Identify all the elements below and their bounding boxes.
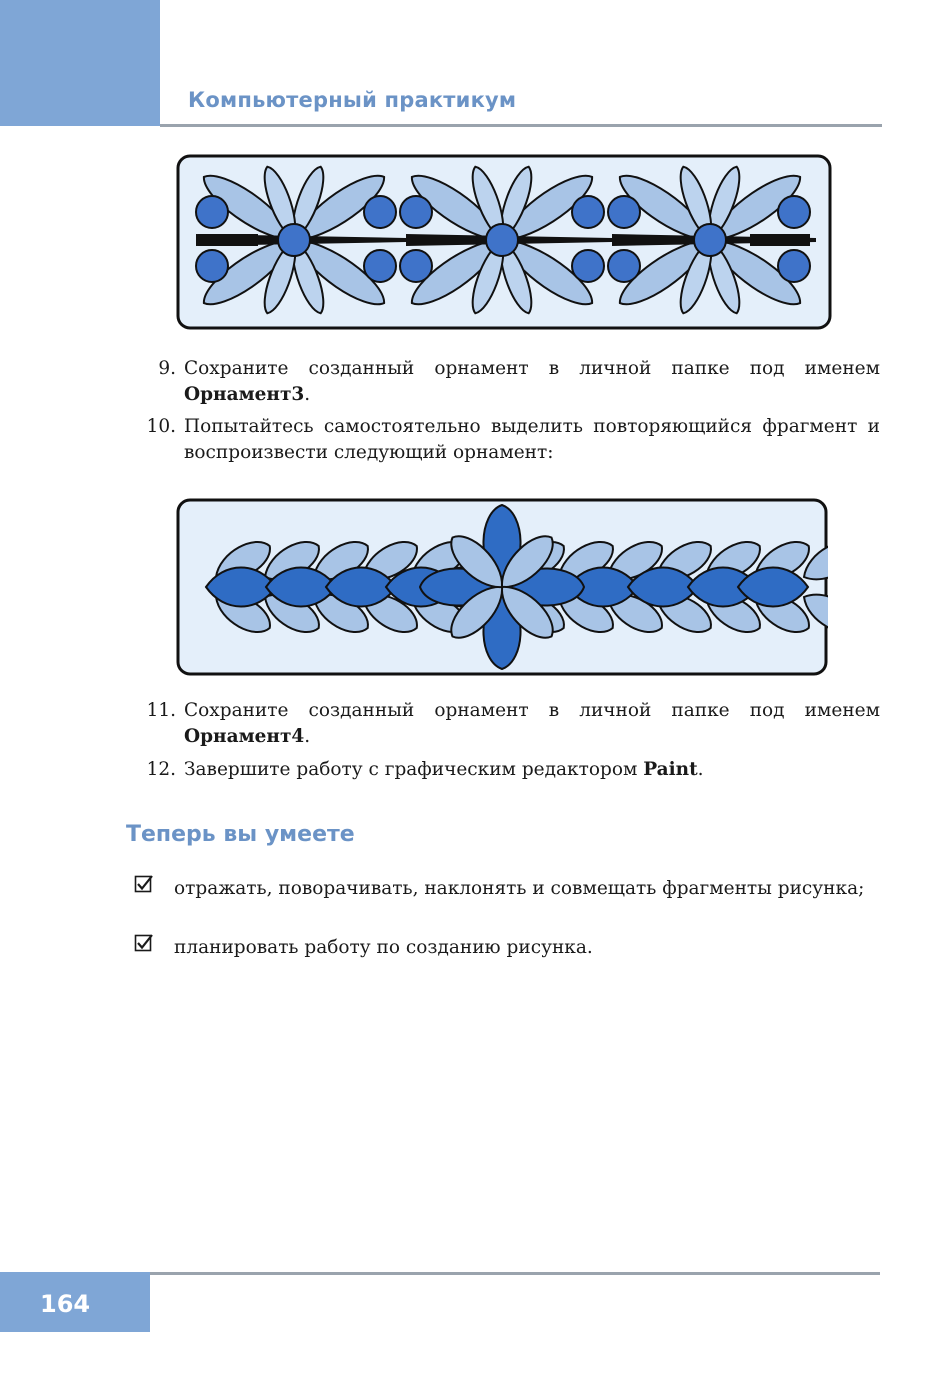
step-text: Завершите работу с графическим редактором (184, 759, 644, 780)
ornament-bar (750, 234, 810, 246)
checkbox-checked-icon (134, 875, 154, 895)
ornament-figure-2 (176, 498, 828, 676)
ornament-circle (608, 196, 640, 228)
section-title: Теперь вы умеете (126, 822, 355, 847)
step-10 (146, 414, 880, 466)
step-tail: . (304, 726, 311, 747)
ornament-circle (778, 250, 810, 282)
ornament-circle (364, 196, 396, 228)
step-text: Сохраните созданный орнамент в личной папке под именем (184, 358, 880, 379)
checkbox-checked-icon (134, 934, 154, 954)
step-bold: Paint (643, 759, 698, 780)
ornament-circle (778, 196, 810, 228)
footer-rule (150, 1272, 880, 1275)
skill-item: отражать, поворачивать, наклонять и совмещать фрагменты рисунка; (174, 878, 865, 899)
step-text: Сохраните созданный орнамент в личной папке под именем (184, 700, 880, 721)
step-bold: Орнамент3 (184, 384, 305, 405)
ornament-circle (400, 250, 432, 282)
page-header-title: Компьютерный практикум (188, 88, 517, 112)
ornament-circle (278, 224, 310, 256)
step-number: 12. (146, 759, 176, 780)
step-number: 9. (158, 358, 176, 379)
ornament-circle (196, 250, 228, 282)
ornament-circle (694, 224, 726, 256)
ornament-2-image (176, 498, 828, 676)
step-9 (158, 356, 880, 408)
ornament-circle (196, 196, 228, 228)
step-tail: . (304, 384, 311, 405)
header-rule (160, 124, 882, 127)
page-number: 164 (40, 1290, 91, 1318)
ornament-circle (572, 196, 604, 228)
step-11 (146, 698, 880, 750)
ornament-1-image (176, 154, 832, 330)
skill-item: планировать работу по созданию рисунка. (174, 937, 593, 958)
step-bold: Орнамент4 (184, 726, 305, 747)
step-number: 10. (146, 416, 176, 437)
ornament-figure-1 (176, 154, 832, 330)
ornament-circle (364, 250, 396, 282)
step-text: Попытайтесь самостоятельно выделить повторяющийся фрагмент и воспроизвести следующий орнамент: (184, 416, 880, 463)
ornament-circle (572, 250, 604, 282)
step-number: 11. (146, 700, 176, 721)
step-tail: . (697, 759, 704, 780)
corner-tab (0, 0, 160, 126)
ornament-bar (198, 234, 258, 246)
step-12 (146, 757, 880, 783)
ornament-circle (486, 224, 518, 256)
ornament-circle (608, 250, 640, 282)
ornament-circle (400, 196, 432, 228)
